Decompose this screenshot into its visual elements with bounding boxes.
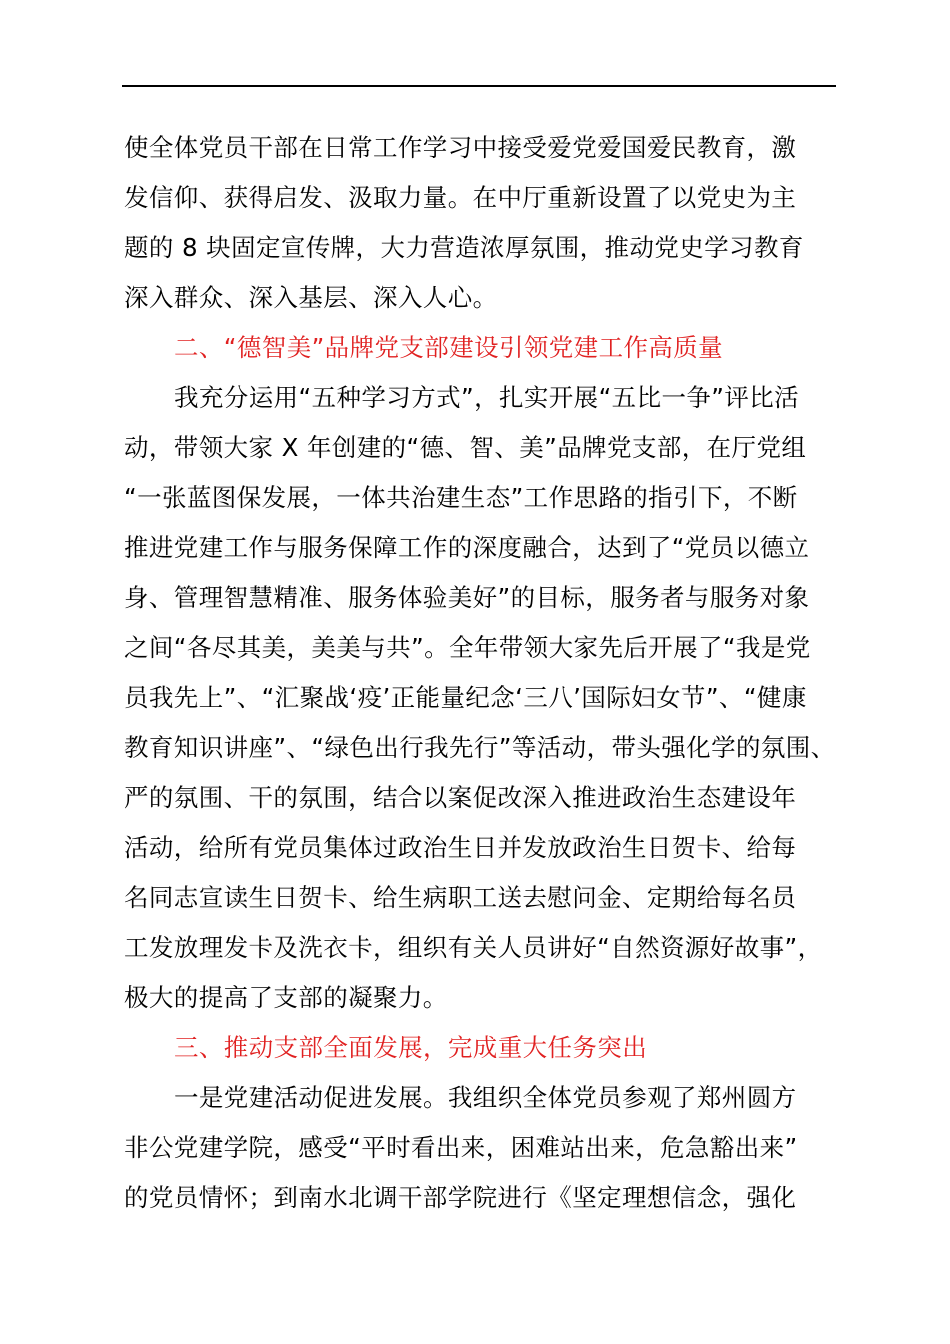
body-line: 名同志宣读生日贺卡、给生病职工送去慰问金、定期给每名员 xyxy=(124,883,797,912)
body-line: 员我先上”、“汇聚战‘疫’正能量纪念‘三八’国际妇女节”、“健康 xyxy=(124,683,807,712)
body-line: 之间“各尽其美，美美与共”。全年带领大家先后开展了“我是党 xyxy=(124,633,811,662)
body-line: 非公党建学院，感受“平时看出来，困难站出来，危急豁出来” xyxy=(124,1133,798,1162)
body-line: 题的 8 块固定宣传牌，大力营造浓厚氛围，推动党史学习教育 xyxy=(124,233,804,262)
body-line: 动，带领大家 X 年创建的“德、智、美”品牌党支部，在厅党组 xyxy=(124,433,807,462)
body-line: 一是党建活动促进发展。我组织全体党员参观了郑州圆方 xyxy=(174,1083,797,1112)
body-line: 发信仰、获得启发、汲取力量。在中厅重新设置了以党史为主 xyxy=(124,183,797,212)
body-line: 活动，给所有党员集体过政治生日并发放政治生日贺卡、给每 xyxy=(124,833,797,862)
body-line: 的党员情怀；到南水北调干部学院进行《坚定理想信念，强化 xyxy=(124,1183,797,1212)
body-line: 极大的提高了支部的凝聚力。 xyxy=(124,983,448,1012)
header-rule xyxy=(122,85,836,87)
body-line: 我充分运用“五种学习方式”，扎实开展“五比一争”评比活 xyxy=(174,383,800,412)
section-heading-2: 二、“德智美”品牌党支部建设引领党建工作高质量 xyxy=(174,333,724,362)
body-line: 深入群众、深入基层、深入人心。 xyxy=(124,283,498,312)
body-line: 身、管理智慧精准、服务体验美好”的目标，服务者与服务对象 xyxy=(124,583,810,612)
body-line: 严的氛围、干的氛围，结合以案促改深入推进政治生态建设年 xyxy=(124,783,797,812)
body-line: “一张蓝图保发展，一体共治建生态”工作思路的指引下，不断 xyxy=(124,483,798,512)
body-line: 推进党建工作与服务保障工作的深度融合，达到了“党员以德立 xyxy=(124,533,810,562)
body-line: 使全体党员干部在日常工作学习中接受爱党爱国爱民教育，激 xyxy=(124,133,797,162)
body-line: 工发放理发卡及洗衣卡，组织有关人员讲好“自然资源好故事”， xyxy=(124,933,823,962)
section-heading-3: 三、推动支部全面发展，完成重大任务突出 xyxy=(174,1033,648,1062)
body-line: 教育知识讲座”、“绿色出行我先行”等活动，带头强化学的氛围、 xyxy=(124,733,836,762)
